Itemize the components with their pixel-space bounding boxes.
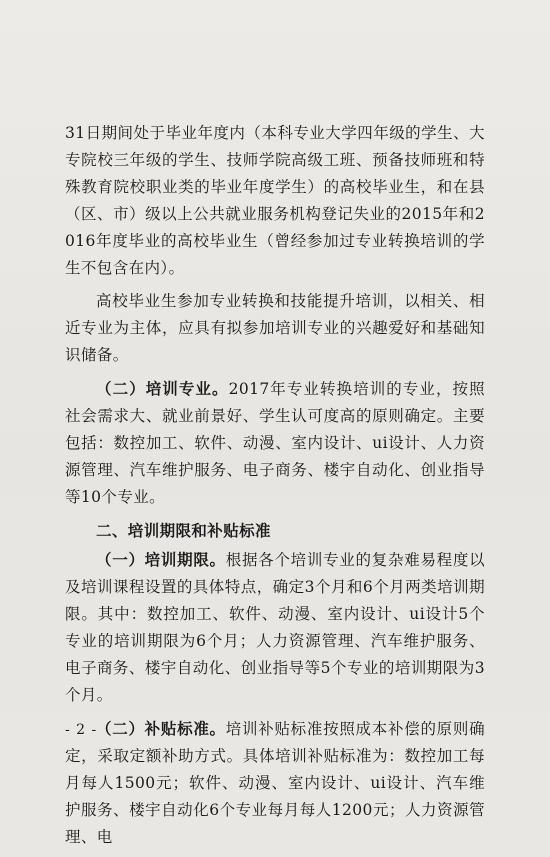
document-body	[65, 120, 485, 857]
section-heading: 二、培训期限和补贴标准	[96, 521, 271, 540]
paragraph-text: 培训补贴标准按照成本补偿的原则确定，采取定额补助方式。具体培训补贴标准为：数控加工每月每人1500元；软件、动漫、室内设计、ui设计、汽车维护服务、楼宇自动化6个专业每月每人1200元；人力资源管理、电	[65, 720, 486, 846]
paragraph-lead: （二）补贴标准。	[96, 719, 226, 738]
paragraph-major-requirement	[65, 288, 485, 369]
paragraph-text: 2017年专业转换培训的专业，按照社会需求大、就业前景好、学生认可度高的原则确定。主要包括：数控加工、软件、动漫、室内设计、ui设计、人力资源管理、汽车维护服务、电子商务、楼宇自动化、创业指导等10个专业。	[65, 380, 486, 506]
paragraph-training-period	[65, 546, 485, 709]
paragraph-text: 高校毕业生参加专业转换和技能提升培训，以相关、相近专业为主体，应具有拟参加培训专业的兴趣爱好和基础知识储备。	[65, 292, 485, 364]
paragraph-lead: （一）培训期限。	[96, 550, 226, 569]
paragraph-subsidy-standard	[65, 715, 485, 851]
paragraph-eligibility	[65, 120, 485, 282]
paragraph-text: 根据各个培训专业的复杂难易程度以及培训课程设置的具体特点，确定3个月和6个月两类培训期限。其中：数控加工、软件、动漫、室内设计、ui设计5个专业的培训期限为6个月；人力资源管理、汽车维护服务、电子商务、楼宇自动化、创业指导等5个专业的培训期限为3个月。	[65, 551, 486, 704]
page-number: - 2 -	[65, 722, 98, 738]
paragraph-lead: （二）培训专业。	[96, 379, 229, 398]
paragraph-text: 31日期间处于毕业年度内（本科专业大学四年级的学生、大专院校三年级的学生、技师学院高级工班、预备技师班和特殊教育院校职业类的毕业年度学生）的高校毕业生，和在县（区、市）级以上公共就业服务机构登记失业的2015年和2016年度毕业的高校毕业生（曾经参加过专业转换培训的学生不包含在内）。	[65, 124, 485, 277]
paragraph-training-majors	[65, 375, 485, 511]
